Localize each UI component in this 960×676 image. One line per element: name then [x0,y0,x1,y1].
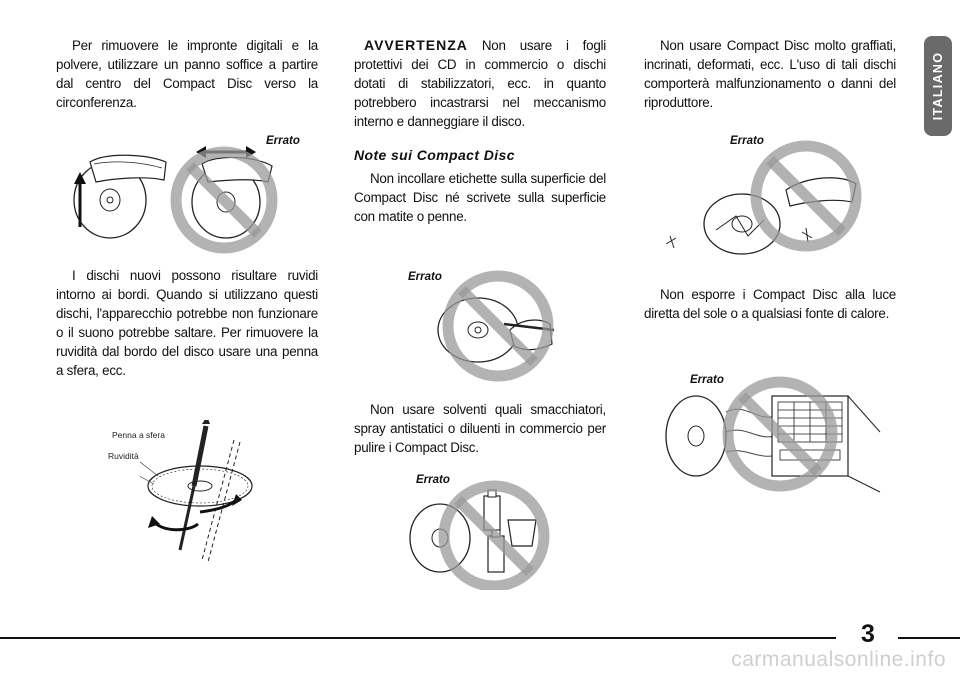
heat-paragraph: Non esporre i Compact Disc alla luce diretta del sole o a qualsiasi fonte di calore. [644,287,896,321]
writing-on-disc-illustration [430,268,560,388]
footer-rule-right [898,637,960,639]
ballpoint-disc-illustration [140,420,260,570]
damaged-discs-paragraph: Non usare Compact Disc molto graffiati, incrinati, deformati, ecc. L'uso di tali dischi comporterà malfunzionamento o danni del riproduttore. [644,38,896,110]
warning-paragraph [354,36,606,131]
footer-rule-left [0,637,836,639]
wipe-disc-illustration [66,142,296,257]
watermark: carmanualsonline.info [731,648,946,671]
solvents-illustration [406,480,556,590]
label-roughness: Ruvidità [108,451,139,461]
language-tab [924,36,952,136]
column-left [56,36,318,112]
column-left-lower [56,266,318,380]
label-ballpoint-pen: Penna a sfera [112,430,165,440]
errato-label-writing: Errato [408,271,442,283]
column-middle [354,36,606,226]
language-tab-label: ITALIANO [931,51,945,121]
damaged-disc-illustration [656,140,876,270]
errato-label-solvents: Errato [416,474,450,486]
solvents-paragraph: Non usare solventi quali smacchiatori, spray antistatici o diluenti in commercio per pulire i Compact Disc. [354,402,606,455]
warning-label: AVVERTENZA [364,37,468,53]
section-heading: Note sui Compact Disc [354,147,515,163]
warning-text: Non usare i fogli protettivi dei CD in commercio o dischi dotati di stabilizzatori, ecc. in quanto potrebbero incastrarsi nel meccanismo interno e danneggiare il disco. [354,38,606,129]
page-number: 3 [861,620,875,648]
heat-exposure-illustration [656,372,886,502]
errato-label-damaged: Errato [730,135,764,147]
column-right-lower [644,285,896,323]
labels-paragraph: Non incollare etichette sulla superficie del Compact Disc né scrivete sulla superficie con matite o penne. [354,171,606,224]
fingerprint-paragraph: Per rimuovere le impronte digitali e la polvere, utilizzare un panno soffice a partire dal centro del Compact Disc verso la circonferenza. [56,38,318,110]
column-right [644,36,896,112]
errato-label-wipe: Errato [266,135,300,147]
rough-edges-paragraph: I dischi nuovi possono risultare ruvidi intorno ai bordi. Quando si utilizzano questi dischi, l'apparecchio potrebbe non funzionare o il suono potrebbe saltare. Per rimuovere la ruvidità dal bordo del disco usare una penna a sfera, ecc. [56,268,318,378]
errato-label-heat: Errato [690,374,724,386]
column-middle-lower [354,400,606,457]
